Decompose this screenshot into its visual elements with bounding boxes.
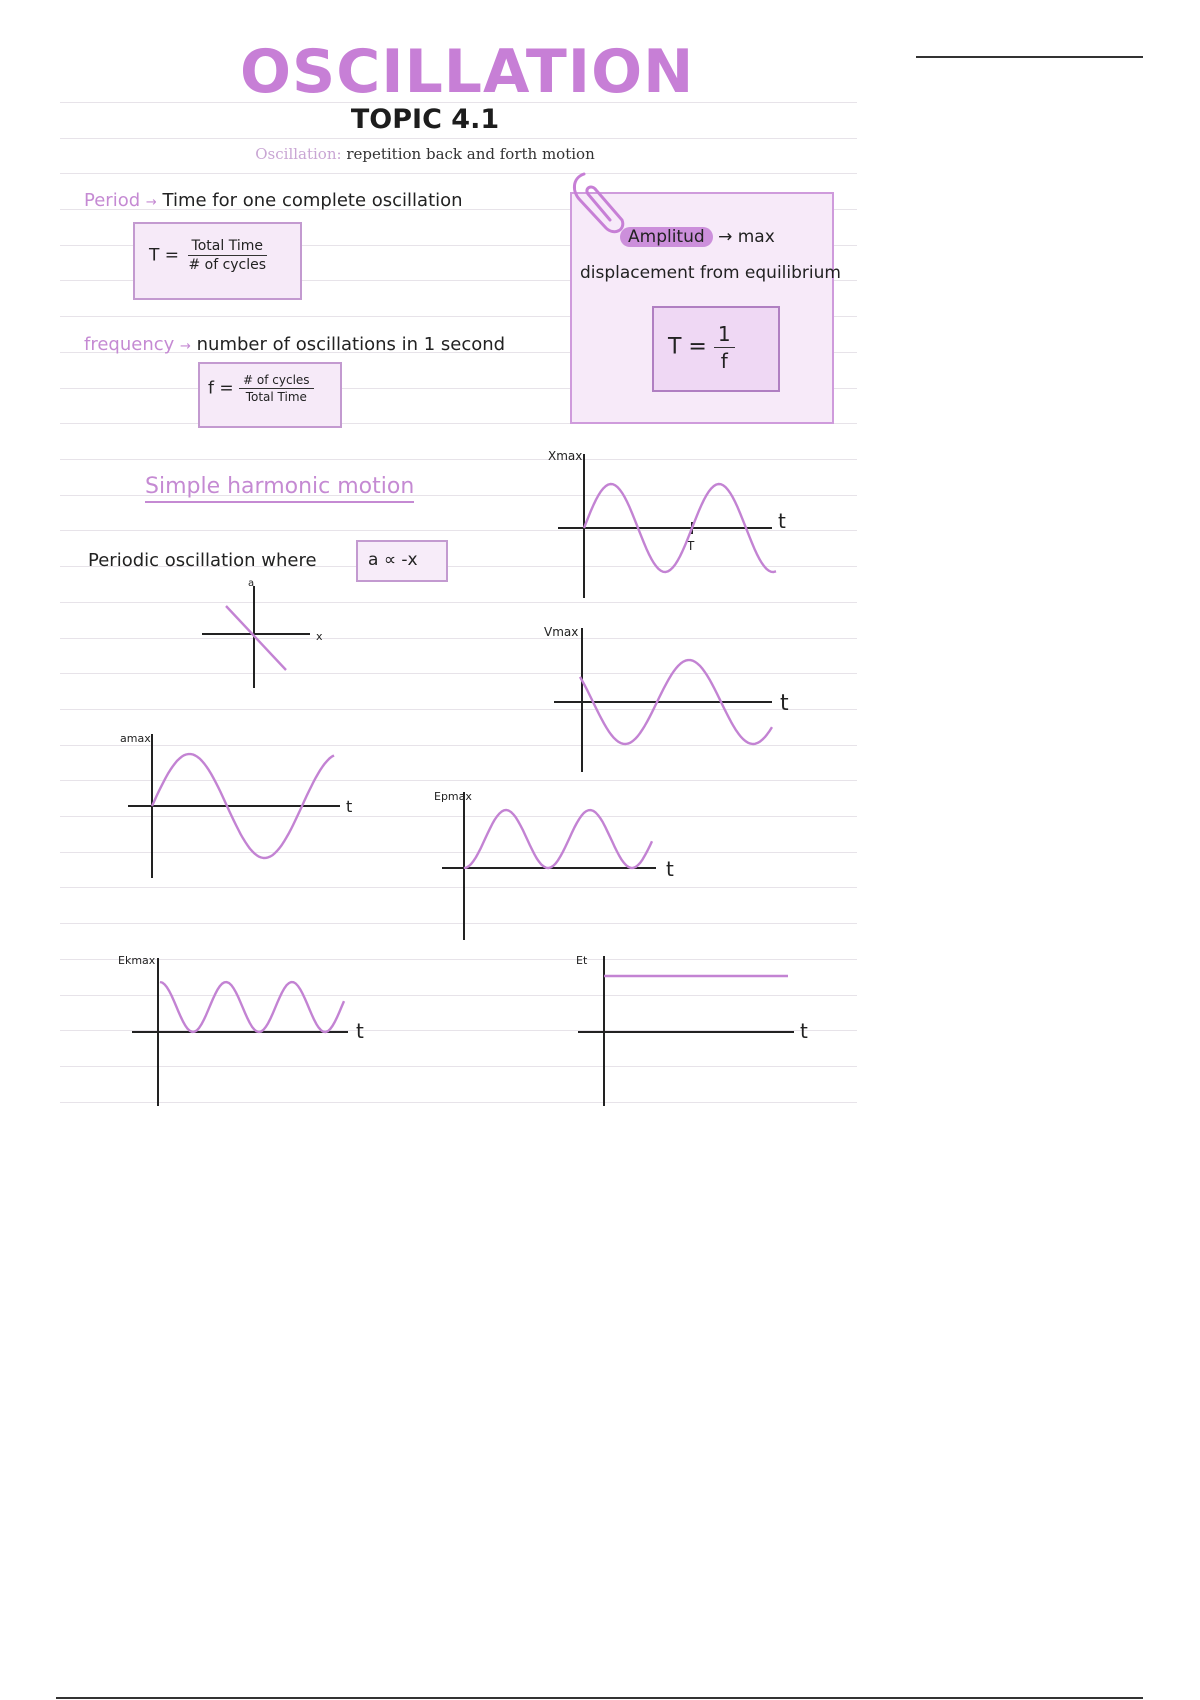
- frequency-formula: [208, 373, 314, 404]
- paperclip-icon: [566, 170, 636, 240]
- ruled-line: [60, 173, 857, 174]
- frequency-formula-denominator: Total Time: [245, 390, 307, 404]
- frequency-text: number of oscillations in 1 second: [190, 334, 506, 355]
- x-axis-label: x: [316, 630, 323, 643]
- definition-text: repetition back and forth motion: [341, 145, 595, 163]
- y-axis-label: Et: [576, 954, 588, 967]
- period-definition: [84, 190, 463, 214]
- definition-term: Oscillation:: [255, 145, 342, 163]
- y-axis-label: a: [248, 578, 255, 589]
- frequency-formula-box: [198, 362, 342, 428]
- pf-formula-lhs: T =: [668, 334, 707, 360]
- potential-energy-time-chart: [430, 782, 690, 942]
- bottom-rule: [56, 1697, 1143, 1699]
- y-axis-label: Ekmax: [118, 954, 156, 967]
- shm-heading: Simple harmonic motion: [145, 476, 414, 503]
- x-axis-label: t: [356, 1019, 364, 1043]
- period-formula: [149, 238, 270, 273]
- top-right-rule: [916, 56, 1143, 58]
- series-line: [464, 810, 652, 868]
- topic-label: TOPIC 4.1: [350, 104, 500, 135]
- period-formula-box: [133, 222, 302, 300]
- shm-text: Periodic oscillation where: [88, 550, 317, 571]
- frequency-formula-lhs: f =: [208, 378, 234, 399]
- frequency-term: frequency: [84, 334, 175, 355]
- frequency-definition: [84, 334, 505, 358]
- acceleration-time-chart: [114, 730, 364, 882]
- period-arrow: →: [145, 195, 157, 210]
- frequency-arrow: →: [180, 339, 191, 354]
- period-formula-lhs: T =: [149, 245, 180, 266]
- amplitude-text-1: → max: [712, 227, 775, 247]
- velocity-time-chart: [540, 622, 800, 774]
- oscillation-definition: [200, 144, 650, 164]
- x-axis-label: t: [666, 857, 674, 881]
- kinetic-energy-time-chart: [114, 950, 374, 1108]
- period-frequency-formula: [668, 322, 735, 373]
- amplitude-term: Amplitud: [620, 227, 713, 247]
- period-formula-denominator: # of cycles: [188, 257, 267, 273]
- series-line: [226, 606, 286, 670]
- period-tick-label: T: [687, 539, 695, 553]
- acceleration-vs-displacement-chart: [196, 578, 336, 690]
- period-formula-numerator: Total Time: [188, 238, 267, 256]
- period-text: Time for one complete oscillation: [156, 190, 463, 211]
- shm-relation-box: [356, 540, 448, 582]
- y-axis-label: amax: [120, 732, 151, 745]
- displacement-time-chart: [540, 446, 800, 604]
- ruled-line: [60, 138, 857, 139]
- pf-formula-denominator: f: [720, 349, 728, 373]
- series-line: [160, 982, 344, 1032]
- y-axis-label: Vmax: [544, 625, 579, 639]
- y-axis-label: Xmax: [548, 449, 583, 463]
- frequency-formula-numerator: # of cycles: [239, 373, 314, 389]
- page-title: OSCILLATION: [240, 37, 695, 107]
- y-axis-label: Epmax: [434, 790, 472, 803]
- x-axis-label: t: [346, 797, 353, 816]
- amplitude-line-1: [620, 226, 775, 248]
- period-frequency-formula-box: [652, 306, 780, 392]
- total-energy-time-chart: [570, 950, 830, 1108]
- period-term: Period: [84, 190, 141, 211]
- amplitude-line-2: displacement from equilibrium: [580, 263, 841, 283]
- x-axis-label: t: [778, 509, 786, 533]
- x-axis-label: t: [800, 1019, 808, 1043]
- x-axis-label: t: [780, 691, 789, 716]
- shm-relation: a ∝ -x: [368, 550, 418, 570]
- pf-formula-numerator: 1: [714, 322, 735, 348]
